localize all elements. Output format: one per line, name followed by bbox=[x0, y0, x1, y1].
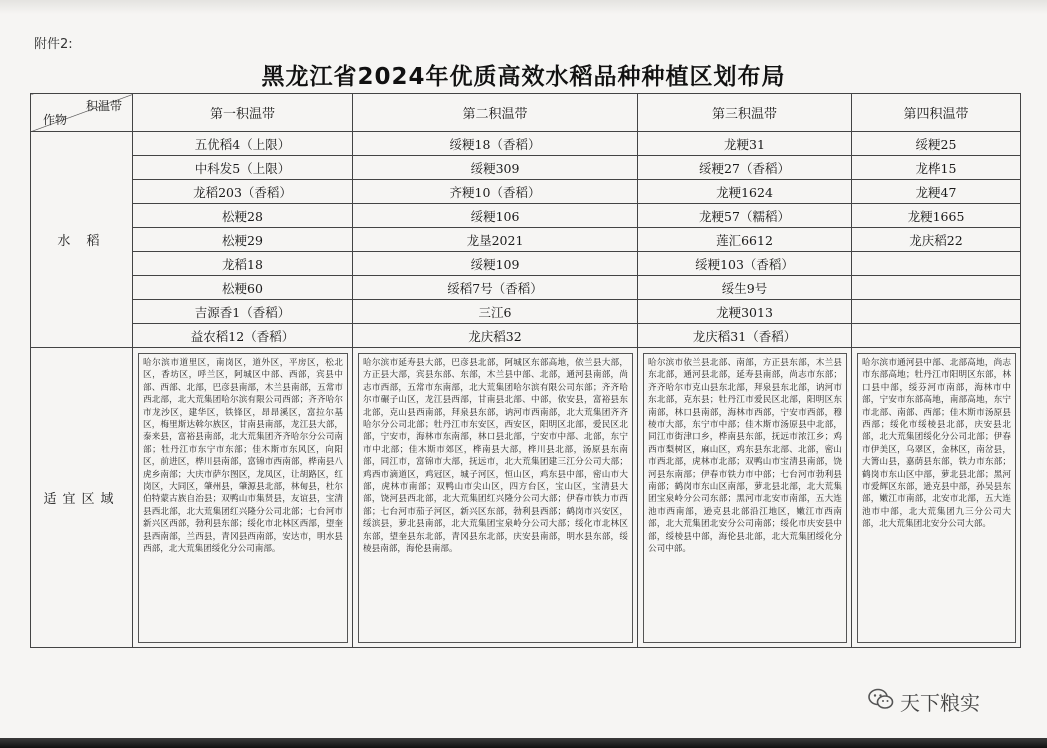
variety-cell: 松粳60 bbox=[133, 276, 353, 300]
planting-zone-table bbox=[30, 93, 1021, 648]
zone-header-4: 第四积温带 bbox=[852, 94, 1021, 132]
page-title: 黑龙江省2024年优质高效水稻品种种植区划布局 bbox=[261, 64, 786, 90]
variety-cell: 龙粳1624 bbox=[638, 180, 852, 204]
zone-header-2: 第二积温带 bbox=[353, 94, 638, 132]
corner-cell bbox=[31, 94, 133, 132]
variety-cell: 松粳28 bbox=[133, 204, 353, 228]
scan-edge-top bbox=[0, 0, 1047, 14]
variety-cell: 五优稻4（上限） bbox=[133, 132, 353, 156]
variety-cell: 龙粳57（糯稻） bbox=[638, 204, 852, 228]
variety-row bbox=[31, 324, 1021, 348]
annex-label: 附件2: bbox=[34, 37, 73, 52]
variety-cell bbox=[852, 252, 1021, 276]
variety-cell: 龙垦2021 bbox=[353, 228, 638, 252]
variety-row bbox=[31, 156, 1021, 180]
variety-cell: 齐粳10（香稻） bbox=[353, 180, 638, 204]
variety-cell: 绥粳103（香稻） bbox=[638, 252, 852, 276]
variety-cell bbox=[852, 300, 1021, 324]
corner-crop-label: 作物 bbox=[43, 113, 68, 127]
variety-row bbox=[31, 228, 1021, 252]
variety-cell: 龙粳47 bbox=[852, 180, 1021, 204]
crop-label: 水 稻 bbox=[31, 132, 133, 348]
variety-cell: 龙粳3013 bbox=[638, 300, 852, 324]
region-cell-zone-2 bbox=[353, 348, 638, 648]
variety-cell: 绥生9号 bbox=[638, 276, 852, 300]
variety-cell: 吉源香1（香稻） bbox=[133, 300, 353, 324]
region-text: 哈尔滨市依兰县北部、南部，方正县东部，木兰县东北部，通河县北部，延寿县南部，尚志市东部；齐齐哈尔市克山县东北部，拜泉县东北部，讷河市东北部，克东县；牡丹江市爱民区北部，阳明区东南部，林口县南部，海林市西部，宁安市西部，穆棱市大部，东宁市中部；佳木斯市汤原县中北部，同江市街津口乡，桦南县东部，抚远市浓江乡；鸡西市梨树区，麻山区，鸡东县东北部、北部，密山市西北部，虎林市北部；双鸭山市宝清县南部，饶河县东南部；伊春市铁力市中部；七台河市勃利县南部；鹤岗市东山区南部，萝北县北部，北大荒集团宝泉岭分公司东部；黑河市北安市南部，五大连池市西南部，逊克县北部沿江地区，嫩江市西南部，北大荒集团北安分公司南部；绥化市庆安县中部，绥棱县中部，海伦县北部，北大荒集团绥化分公司中部。 bbox=[643, 353, 847, 643]
variety-cell: 绥稻7号（香稻） bbox=[353, 276, 638, 300]
variety-cell: 三江6 bbox=[353, 300, 638, 324]
variety-cell: 龙粳1665 bbox=[852, 204, 1021, 228]
region-row bbox=[31, 348, 1021, 648]
variety-cell: 龙粳31 bbox=[638, 132, 852, 156]
variety-cell: 龙庆稻22 bbox=[852, 228, 1021, 252]
variety-cell: 绥粳18（香稻） bbox=[353, 132, 638, 156]
variety-cell: 益农稻12（香稻） bbox=[133, 324, 353, 348]
variety-cell: 绥粳109 bbox=[353, 252, 638, 276]
variety-cell bbox=[852, 324, 1021, 348]
variety-cell: 龙稻18 bbox=[133, 252, 353, 276]
variety-cell: 龙稻203（香稻） bbox=[133, 180, 353, 204]
variety-row bbox=[31, 180, 1021, 204]
variety-cell: 绥粳25 bbox=[852, 132, 1021, 156]
header-row bbox=[31, 94, 1021, 132]
watermark-text: 天下粮实 bbox=[900, 690, 980, 715]
variety-cell bbox=[852, 276, 1021, 300]
scan-edge-bottom bbox=[0, 738, 1047, 748]
variety-cell: 松粳29 bbox=[133, 228, 353, 252]
corner-zone-label: 积温带 bbox=[85, 99, 122, 113]
region-label: 适宜区域 bbox=[31, 348, 133, 648]
wechat-icon bbox=[868, 688, 894, 715]
variety-cell: 中科发5（上限） bbox=[133, 156, 353, 180]
region-cell-zone-4 bbox=[852, 348, 1021, 648]
zone-header-1: 第一积温带 bbox=[133, 94, 353, 132]
watermark bbox=[868, 686, 980, 716]
region-text: 哈尔滨市延寿县大部，巴彦县北部，阿城区东部高地，依兰县大部，方正县大部，宾县东部、东部，木兰县中部、北部，通河县南部，尚志市西部，五常市东南部，北大荒集团哈尔滨有限公司东部；齐齐哈尔市碾子山区，龙江县西部，甘南县北部、中部，依安县，富裕县东北部，克山县西南部，拜泉县东部，讷河市西南部，北大荒集团齐齐哈尔分公司北部；牡丹江市东安区，西安区，阳明区北部，爱民区北部，宁安市，海林市东南部，林口县北部，宁安市中部、北部，东宁市中北部；佳木斯市郊区，桦南县大部，桦川县北部，汤原县东南部，同江市，富锦市大部，抚远市，北大荒集团建三江分公司大部；鸡西市滴道区，鸡冠区，城子河区，恒山区，鸡东县中部，密山市大部，虎林市南部；双鸭山市尖山区，四方台区，宝山区，宝清县大部，饶河县西北部，北大荒集团红兴隆分公司大部；伊春市铁力市西部；七台河市茄子河区，新兴区东部，勃利县西部；鹤岗市兴安区，绥滨县，萝北县南部，北大荒集团宝泉岭分公司大部；绥化市北林区东部，望奎县东北部，青冈县东北部，庆安县南部，明水县东部，绥棱县南部，海伦县南部。 bbox=[358, 353, 633, 643]
variety-cell: 龙桦15 bbox=[852, 156, 1021, 180]
variety-cell: 龙庆稻32 bbox=[353, 324, 638, 348]
region-cell-zone-1 bbox=[133, 348, 353, 648]
region-text: 哈尔滨市通河县中部、北部高地，尚志市东部高地；牡丹江市阳明区东部，林口县中部，绥芬河市南部，海林市中部，宁安市东部高地，南部高地，东宁市北部、南部、西部；佳木斯市汤原县西部；绥化市绥棱县北部，庆安县北部，北大荒集团绥化分公司北部；伊春市伊美区，乌翠区，金林区，南岔县，大箐山县，嘉荫县东部，铁力市东部；鹤岗市东山区中部，萝北县北部；黑河市爱辉区东部，逊克县中部，孙吴县东部，嫩江市南部，北安市北部，五大连池市中部，北大荒集团九三分公司大部，北大荒集团北安分公司大部。 bbox=[857, 353, 1016, 643]
variety-row bbox=[31, 300, 1021, 324]
variety-cell: 龙庆稻31（香稻） bbox=[638, 324, 852, 348]
variety-row bbox=[31, 132, 1021, 156]
variety-cell: 莲汇6612 bbox=[638, 228, 852, 252]
region-cell-zone-3 bbox=[638, 348, 852, 648]
variety-row bbox=[31, 204, 1021, 228]
variety-row bbox=[31, 276, 1021, 300]
variety-cell: 绥粳27（香稻） bbox=[638, 156, 852, 180]
variety-cell: 绥粳106 bbox=[353, 204, 638, 228]
variety-cell: 绥粳309 bbox=[353, 156, 638, 180]
region-text: 哈尔滨市道里区，南岗区，道外区，平房区，松北区，香坊区，呼兰区，阿城区中部、西部，宾县中部、西部、北部，巴彦县南部，木兰县南部，五常市西北部，北大荒集团哈尔滨有限公司西部；齐齐哈尔市龙沙区，建华区，铁锋区，昂昂溪区，富拉尔基区，梅里斯达斡尔族区，甘南县南部，龙江县大部，泰来县，富裕县南部，北大荒集团齐齐哈尔分公司南部；牡丹江市东宁市东部；佳木斯市东风区，向阳区，前进区，桦川县南部，富锦市西南部，桦南县八虎乡南部；大庆市萨尔图区，龙凤区，让胡路区，红岗区，大同区，肇州县，肇源县北部，林甸县，杜尔伯特蒙古族自治县；双鸭山市集贤县，友谊县，宝清县西北部，北大荒集团红兴隆分公司北部；七台河市新兴区西部，勃利县东部；绥化市北林区西部，望奎县西南部，兰西县，青冈县西南部，安达市，明水县西部，北大荒集团绥化分公司南部。 bbox=[138, 353, 348, 643]
variety-row bbox=[31, 252, 1021, 276]
zone-header-3: 第三积温带 bbox=[638, 94, 852, 132]
